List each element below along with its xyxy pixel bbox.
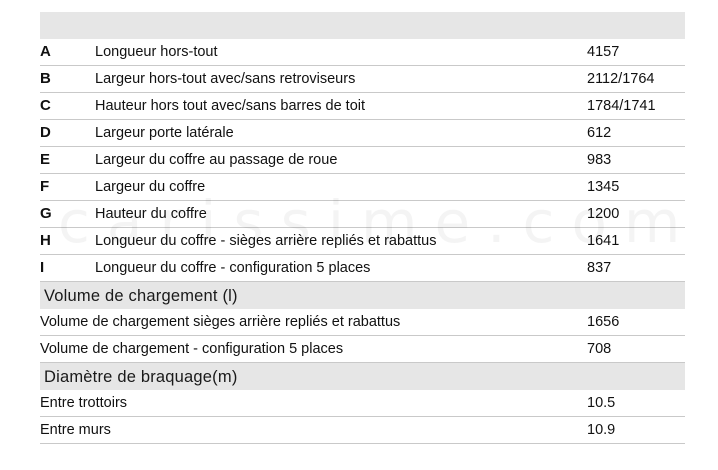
table-row [40,39,685,66]
row-label: Largeur du coffre [95,179,206,195]
row-label: Largeur du coffre au passage de roue [95,152,338,168]
table-row [40,147,685,174]
row-value: 1641 [587,233,620,249]
row-value: 612 [587,125,612,141]
row-value: 1784/1741 [587,98,656,114]
table-row [40,417,685,444]
cargo-volume-table [40,309,685,363]
row-label: Entre trottoirs [40,395,128,411]
header-band [40,12,685,39]
row-label: Hauteur hors tout avec/sans barres de toit [95,98,366,114]
row-key: H [40,232,51,249]
table-row [40,228,685,255]
table-row [40,255,685,282]
table-row [40,336,685,363]
row-label: Longueur du coffre - configuration 5 places [95,260,371,276]
row-key: D [40,124,51,141]
row-value: 4157 [587,44,620,60]
table-row [40,174,685,201]
row-key: B [40,70,51,87]
row-value: 1656 [587,314,620,330]
row-value: 708 [587,341,612,357]
turning-circle-table [40,390,685,444]
row-label: Volume de chargement sièges arrière repliés et rabattus [40,314,401,330]
row-value: 837 [587,260,612,276]
dimensions-table [40,39,685,282]
row-label: Longueur du coffre - sièges arrière repliés et rabattus [95,233,437,249]
row-label: Entre murs [40,422,111,438]
row-value: 983 [587,152,612,168]
spec-sheet [40,12,685,444]
row-key: I [40,259,45,276]
row-key: A [40,43,51,60]
row-label: Hauteur du coffre [95,206,207,222]
table-row [40,309,685,336]
row-value: 10.5 [587,395,616,411]
row-label: Largeur porte latérale [95,125,234,141]
table-row [40,66,685,93]
row-label: Largeur hors-tout avec/sans retroviseurs [95,71,356,87]
table-row [40,201,685,228]
row-key: C [40,97,51,114]
row-key: E [40,151,51,168]
row-value: 1345 [587,179,620,195]
row-value: 10.9 [587,422,616,438]
turning-circle-heading: Diamètre de braquage(m) [40,363,685,390]
table-row [40,120,685,147]
table-row [40,390,685,417]
row-label: Longueur hors-tout [95,44,218,60]
row-value: 1200 [587,206,620,222]
row-key: G [40,205,52,222]
table-row [40,93,685,120]
row-label: Volume de chargement - configuration 5 places [40,341,344,357]
row-key: F [40,178,50,195]
row-value: 2112/1764 [587,71,655,87]
cargo-volume-heading: Volume de chargement (l) [40,282,685,309]
